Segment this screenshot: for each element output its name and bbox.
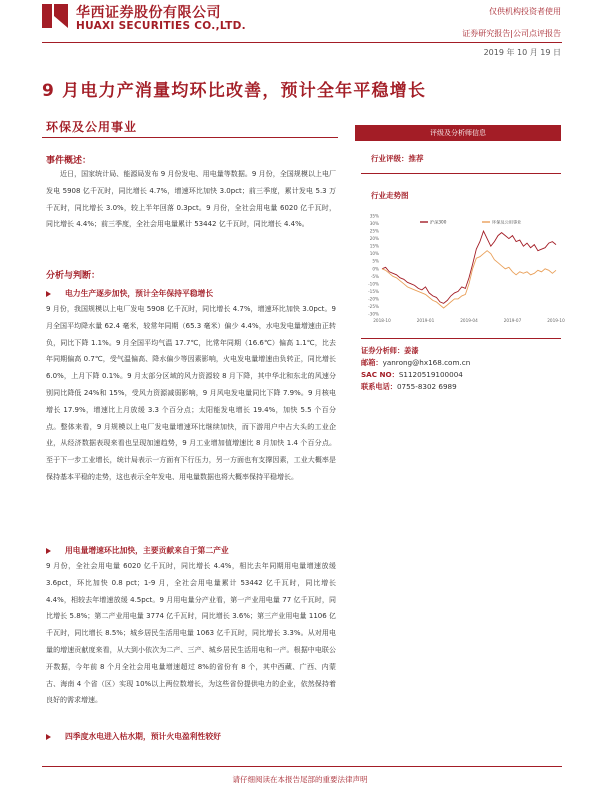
report-date: 2019 年 10 月 19 日 <box>483 48 561 57</box>
bullet-triangle-icon <box>46 291 51 297</box>
audience-note: 仅供机构投资者使用 <box>489 7 561 16</box>
y-tick-label: -10% <box>368 281 379 287</box>
phone-label: 联系电话： <box>361 382 397 391</box>
sidebar-divider <box>361 338 561 339</box>
phone-row <box>361 382 457 392</box>
analyst-name: 姜漆 <box>404 346 419 355</box>
section-2-paragraph <box>46 558 336 709</box>
sac-label: SAC NO： <box>361 370 399 379</box>
bullet-triangle-icon <box>46 548 51 554</box>
y-tick-label: 10% <box>369 251 379 257</box>
industry-trend-chart <box>360 208 565 328</box>
section-2-title <box>46 545 229 556</box>
legend-label: 沪深300 <box>430 219 447 225</box>
y-tick-label: 20% <box>369 236 379 242</box>
sidebar-divider <box>361 173 561 174</box>
report-title: 9 月电力产消量均环比改善，预计全年平稳增长 <box>42 81 427 101</box>
y-tick-label: 5% <box>372 258 379 264</box>
legal-notice: 请仔细阅读在本报告尾部的重要法律声明 <box>232 775 368 784</box>
header-divider <box>42 42 562 43</box>
section-1-text: 9 月份，我国规模以上电厂发电 5908 亿千瓦时，同比增长 4.7%，增速环比加快 3.0pct。9 月全国平均降水量 62.4 毫米，较常年同期（65.3 毫米）偏少 4.4%，水电发电量增速由正转负，同比下降 1.1%。9 月全国平均气温 17.7℃，比常年同期（16.6℃）偏高 1.1℃，比去年同期偏高 0.7℃，受气温偏高、降水偏少等因素影响，火电发电量增速由负转正，同比增长 6.0%，上月下降 0.1%。9 月太部分区域的风力资源较 8 月下降，其中华北和东北的风速分别同比降低 24%和 15%，受风力资源减弱影响，9 月风电发电量同比下降 7.9%。9 月核电增长 17.9%，增速比上月放缓 3.3 个百分点；太阳能发电增长 19.4%，加快 5.5 个百分点。整体来看，9 月规模以上电厂发电量增速环比继续加快，而下游用户中占大头的工业企业，从经济数据表现来看也呈现加速趋势，9 月工业增加值增速比 8 月加快 1.4 个百分点。至于下一步工业增长，统计局表示一方面有下行压力，另一方面也有支撑因素，工业大概率是保持基本平稳的走势，这也表示全年发电、用电量数据也将大概率保持平稳增长。 <box>46 305 336 481</box>
y-tick-label: 0% <box>372 266 379 272</box>
analyst-label: 证券分析师： <box>361 346 405 355</box>
section-2-text: 9 月份，全社会用电量 6020 亿千瓦时，同比增长 4.4%，相比去年同期用电量增速放缓 3.6pct，环比加快 0.8 pct；1-9 月，全社会用电量累计 53442 亿千瓦时，同比增长 4.4%，相较去年增速放缓 4.5pct。9 月用电量分产业看，第一产业用电量 77 亿千瓦时，同比增长 5.8%；第二产业用电量 3774 亿千瓦时，同比增长 3.6%；第三产业用电量 1106 亿千瓦时，同比增长 8.5%；城乡居民生活用电量 1063 亿千瓦时，同比增长 3.3%。从对用电量的增速贡献度来看，从大到小依次为二产、三产、城乡居民生活用电和一产。根据中电联公开数据，今年前 8 个月全社会用电量增速超过 8%的省份有 8 个，其中西藏、广西、内蒙古、海南 4 个省（区）实现 10%以上两位数增长，为这些省份提供电力的企业，依然保持着良好的需求增速。 <box>46 562 336 705</box>
section-1-title-text: 电力生产逐步加快，预计全年保持平稳增长 <box>65 289 214 298</box>
legend-label: 环保及公用事业 <box>492 219 522 225</box>
company-name-cn: 华西证券股份有限公司 <box>76 5 221 21</box>
analyst-row <box>361 346 419 356</box>
event-text: 近日，国家统计局、能源局发布 9 月份发电、用电量等数据。9 月份，全国规模以上电厂发电 5908 亿千瓦时，同比增长 4.7%，增速环比加快 3.0pct；前三季度，累计发电 5.3 万千瓦时，同比增长 3.0%，较上半年回落 0.3pct。9 月份，全社会用电量 6020 亿千瓦时，同比增长 4.4%；前三季度，全社会用电量累计 53442 亿千瓦时，同比增长 4.4%。 <box>46 170 336 229</box>
y-tick-label: 30% <box>369 221 379 227</box>
section-1-title <box>46 288 213 299</box>
x-tick-label: 2019-10 <box>547 318 565 323</box>
x-tick-label: 2018-10 <box>373 318 391 323</box>
bullet-triangle-icon <box>46 734 51 740</box>
x-tick-label: 2019-04 <box>460 318 478 323</box>
sac-row <box>361 370 463 380</box>
y-tick-label: -15% <box>368 288 379 294</box>
analyst-email[interactable]: yanrong@hx168.com.cn <box>382 358 471 367</box>
industry-rating: 行业评级：推荐 <box>371 154 424 163</box>
analysis-heading: 分析与判断： <box>46 271 101 281</box>
series-line-1 <box>382 231 556 303</box>
section-3-title <box>46 731 221 742</box>
report-category: 证券研究报告|公司点评报告 <box>462 29 561 38</box>
x-tick-label: 2019-07 <box>503 318 522 323</box>
event-paragraph <box>46 166 336 233</box>
email-row <box>361 358 470 368</box>
rating-panel-header: 评级及分析师信息 <box>355 125 561 141</box>
series-line-2 <box>382 251 556 308</box>
footer-divider <box>42 766 562 767</box>
section-3-title-text: 四季度水电进入枯水期，预计火电盈利性较好 <box>65 732 221 741</box>
sac-number: S1120519100004 <box>398 370 463 379</box>
event-heading: 事件概述： <box>46 156 92 166</box>
section-2-title-text: 用电量增速环比加快，主要贡献来自于第二产业 <box>65 546 229 555</box>
email-label: 邮箱： <box>361 358 383 367</box>
y-tick-label: 35% <box>369 213 379 219</box>
y-tick-label: 25% <box>369 228 379 234</box>
y-tick-label: -20% <box>368 296 379 302</box>
huaxi-logo-icon <box>42 4 68 28</box>
sector-divider <box>42 137 338 138</box>
analyst-phone: 0755-8302 6989 <box>396 382 457 391</box>
section-1-paragraph <box>46 301 336 486</box>
sector-label: 环保及公用事业 <box>46 120 138 134</box>
y-tick-label: -5% <box>370 273 379 279</box>
y-tick-label: -30% <box>368 311 379 317</box>
x-tick-label: 2019-01 <box>416 318 435 323</box>
industry-trend-label: 行业走势图 <box>371 191 409 200</box>
y-tick-label: 15% <box>369 243 379 249</box>
company-name-en: HUAXI SECURITIES CO.,LTD. <box>76 20 246 32</box>
y-tick-label: -25% <box>368 303 379 309</box>
